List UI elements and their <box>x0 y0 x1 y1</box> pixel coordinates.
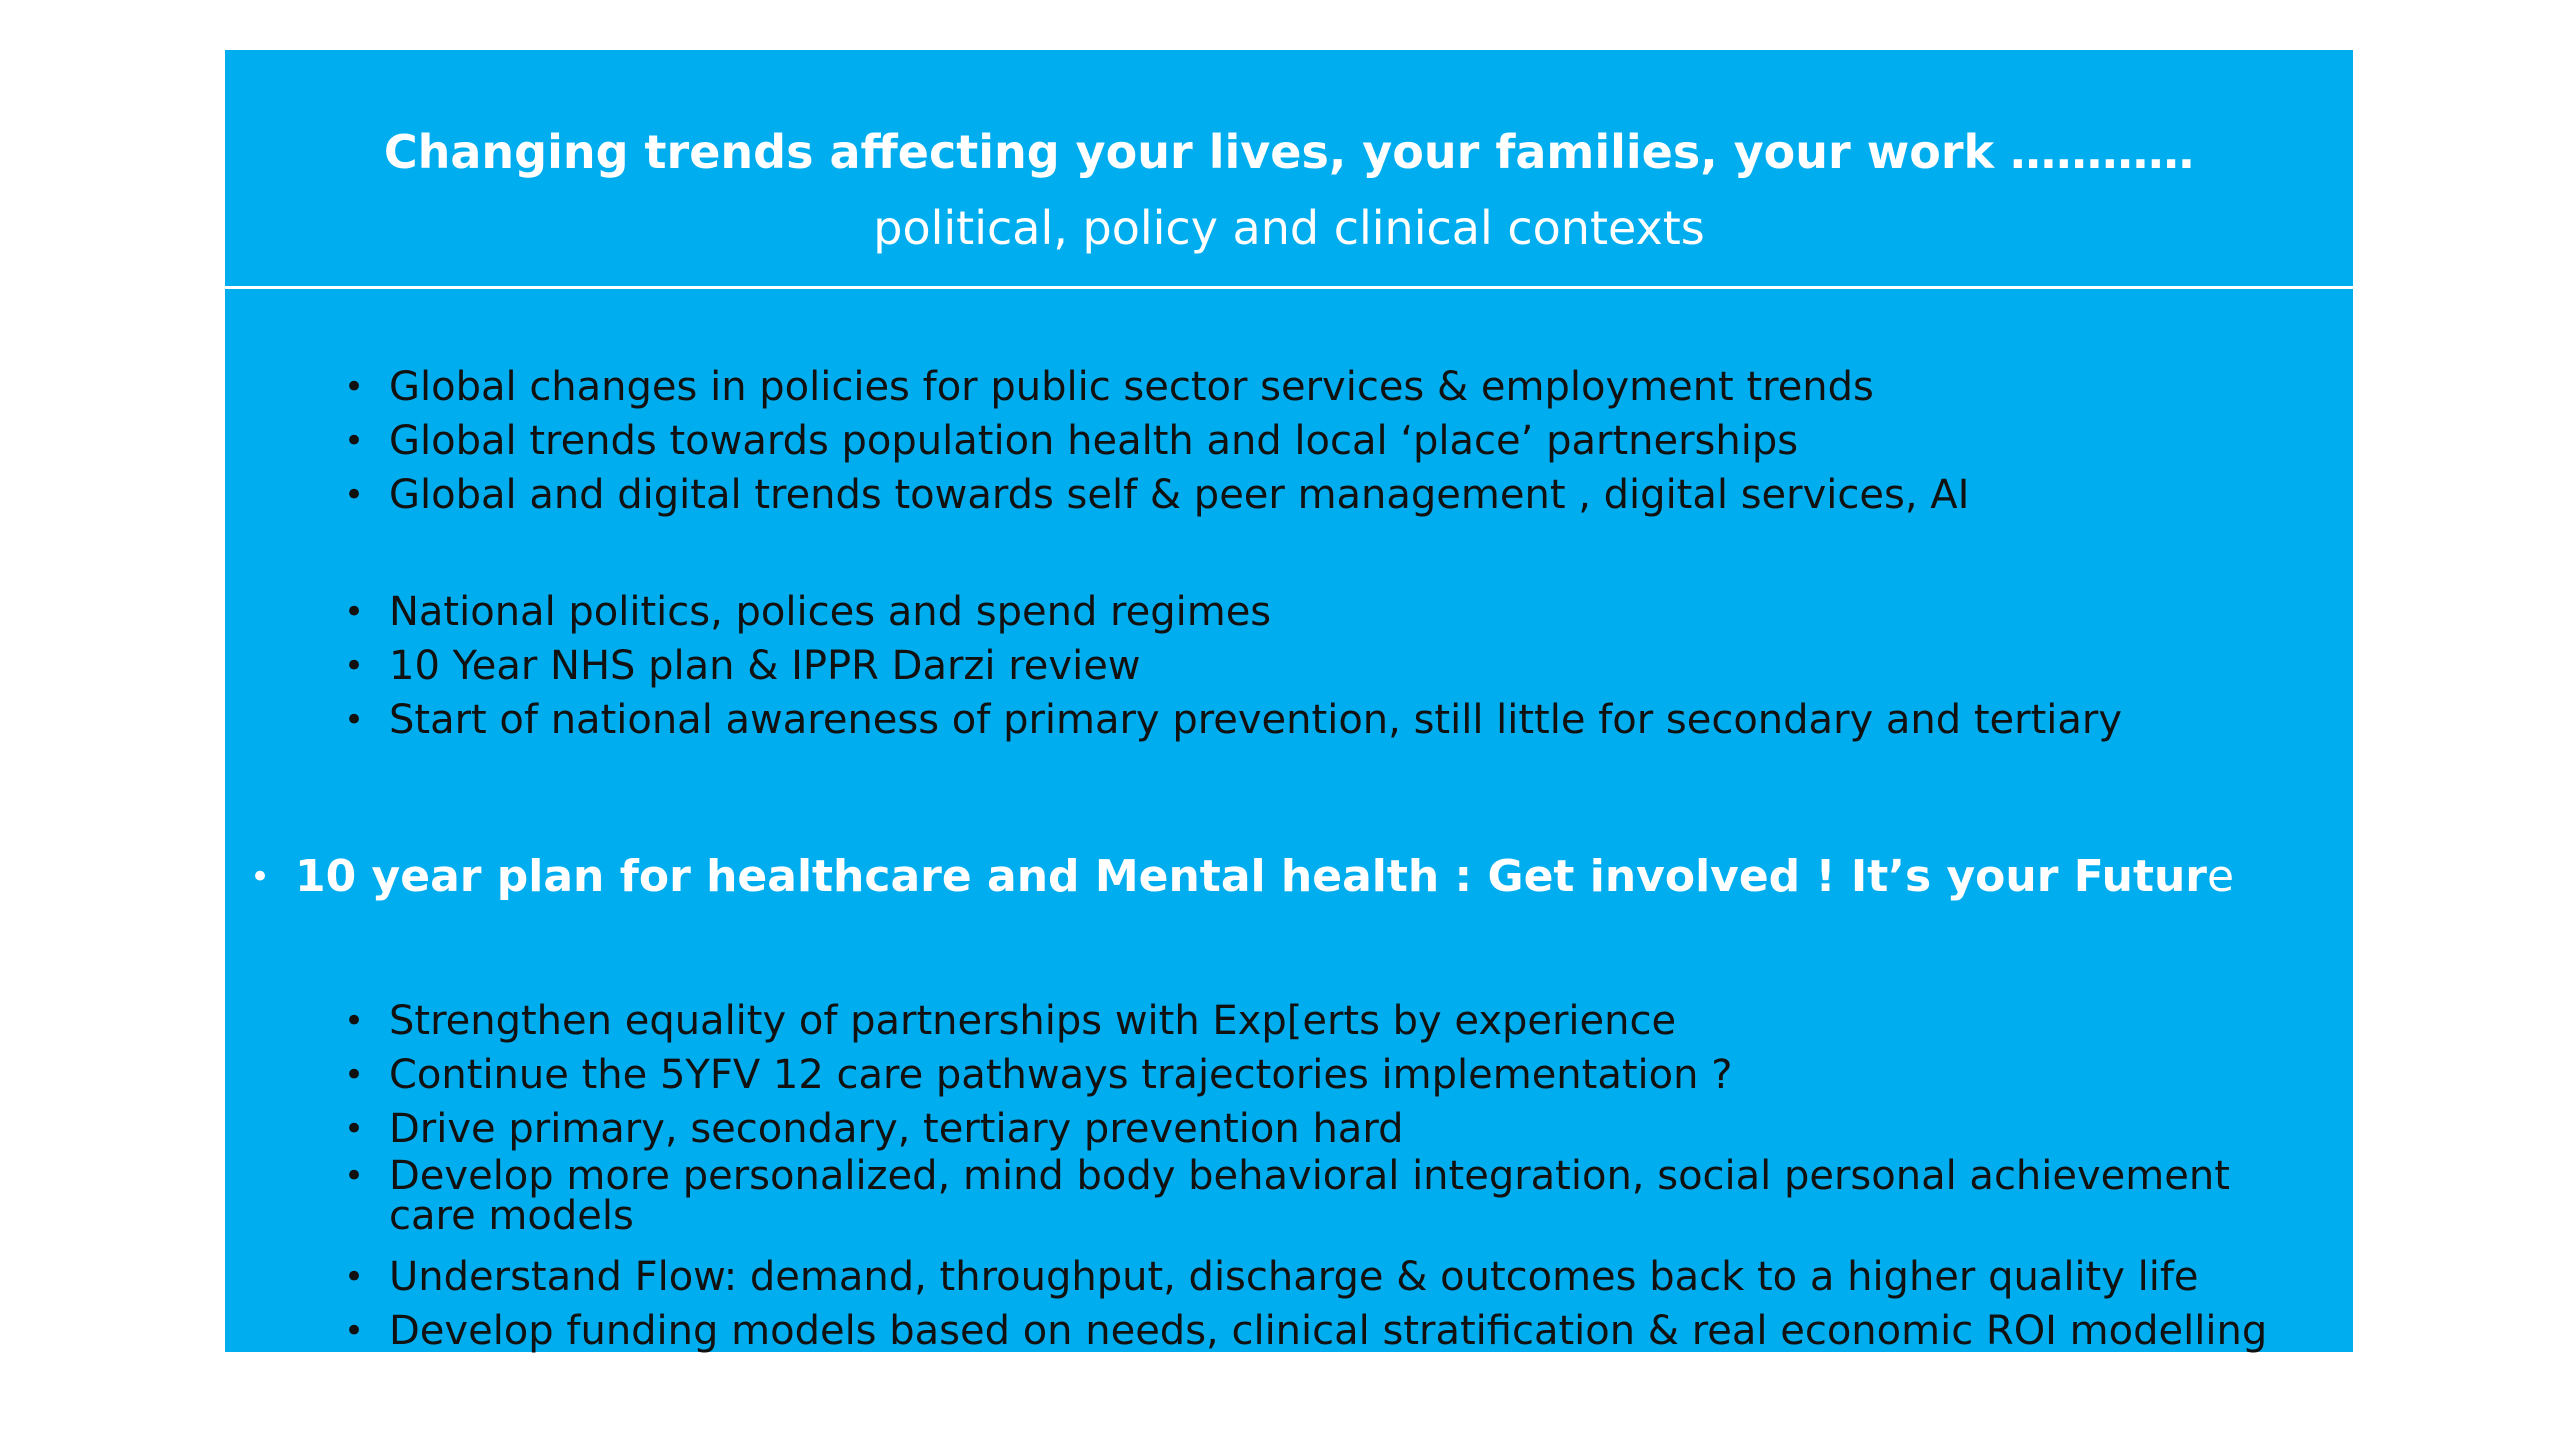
bullet-icon: • <box>344 1311 365 1351</box>
plan-actions-list <box>344 994 2319 1358</box>
bullet-icon: • <box>344 592 365 632</box>
list-item-text: National politics, polices and spend regimes <box>389 589 1272 635</box>
bullet-icon: • <box>344 1156 365 1196</box>
bullet-icon: • <box>344 700 365 740</box>
bullet-icon: • <box>344 646 365 686</box>
list-item-text: Global changes in policies for public sector services & employment trends <box>389 364 1874 410</box>
list-item-text: Develop funding models based on needs, clinical stratification & real economic ROI modelling <box>389 1308 2268 1354</box>
bullet-icon: • <box>344 1001 365 1041</box>
bullet-icon: • <box>344 1055 365 1095</box>
list-item-text: Strengthen equality of partnerships with Exp[erts by experience <box>389 998 1677 1044</box>
slide-subtitle: political, policy and clinical contexts <box>873 201 1705 255</box>
bullet-icon: • <box>344 421 365 461</box>
slide-header <box>225 50 2353 286</box>
list-item-text: Drive primary, secondary, tertiary prevention hard <box>389 1106 1404 1152</box>
list-item <box>344 1250 2319 1304</box>
global-trends-list <box>344 360 1970 522</box>
slide-panel <box>225 50 2353 1352</box>
highlight-tail-text: e <box>2207 851 2235 902</box>
list-item <box>344 468 1970 522</box>
list-item <box>344 1153 2319 1250</box>
list-item <box>344 994 2319 1048</box>
list-item-text: Global and digital trends towards self & peer management , digital services, AI <box>389 472 1970 518</box>
bullet-icon: • <box>344 475 365 515</box>
list-item <box>344 1048 2319 1102</box>
national-trends-list <box>344 585 2123 747</box>
list-item <box>344 1102 2319 1156</box>
highlight-bold-text: 10 year plan for healthcare and Mental health : Get involved ! It’s your Futur <box>295 851 2208 902</box>
list-item <box>344 585 2122 639</box>
list-item-text: Global trends towards population health and local ‘place’ partnerships <box>389 418 1799 464</box>
list-item <box>344 693 2123 747</box>
bullet-icon: • <box>344 1109 365 1149</box>
header-divider <box>225 286 2353 289</box>
slide-title: Changing trends affecting your lives, your families, your work ………… <box>383 125 2195 179</box>
ten-year-plan-highlight <box>250 849 2235 905</box>
list-item-text: Develop more personalized, mind body behavioral integration, social personal achievement care models <box>389 1153 2230 1239</box>
bullet-icon: • <box>344 1257 365 1297</box>
list-item-text: 10 Year NHS plan & IPPR Darzi review <box>389 643 1141 689</box>
list-item <box>344 414 1969 468</box>
list-item <box>344 360 1969 414</box>
bullet-icon: • <box>250 857 271 897</box>
list-item-text: Start of national awareness of primary prevention, still little for secondary and tertiary <box>389 697 2123 743</box>
list-item <box>344 639 2122 693</box>
list-item-text: Understand Flow: demand, throughput, discharge & outcomes back to a higher quality life <box>389 1254 2199 1300</box>
bullet-icon: • <box>344 367 365 407</box>
list-item <box>344 1304 2319 1358</box>
list-item-text: Continue the 5YFV 12 care pathways trajectories implementation ? <box>389 1052 1733 1098</box>
